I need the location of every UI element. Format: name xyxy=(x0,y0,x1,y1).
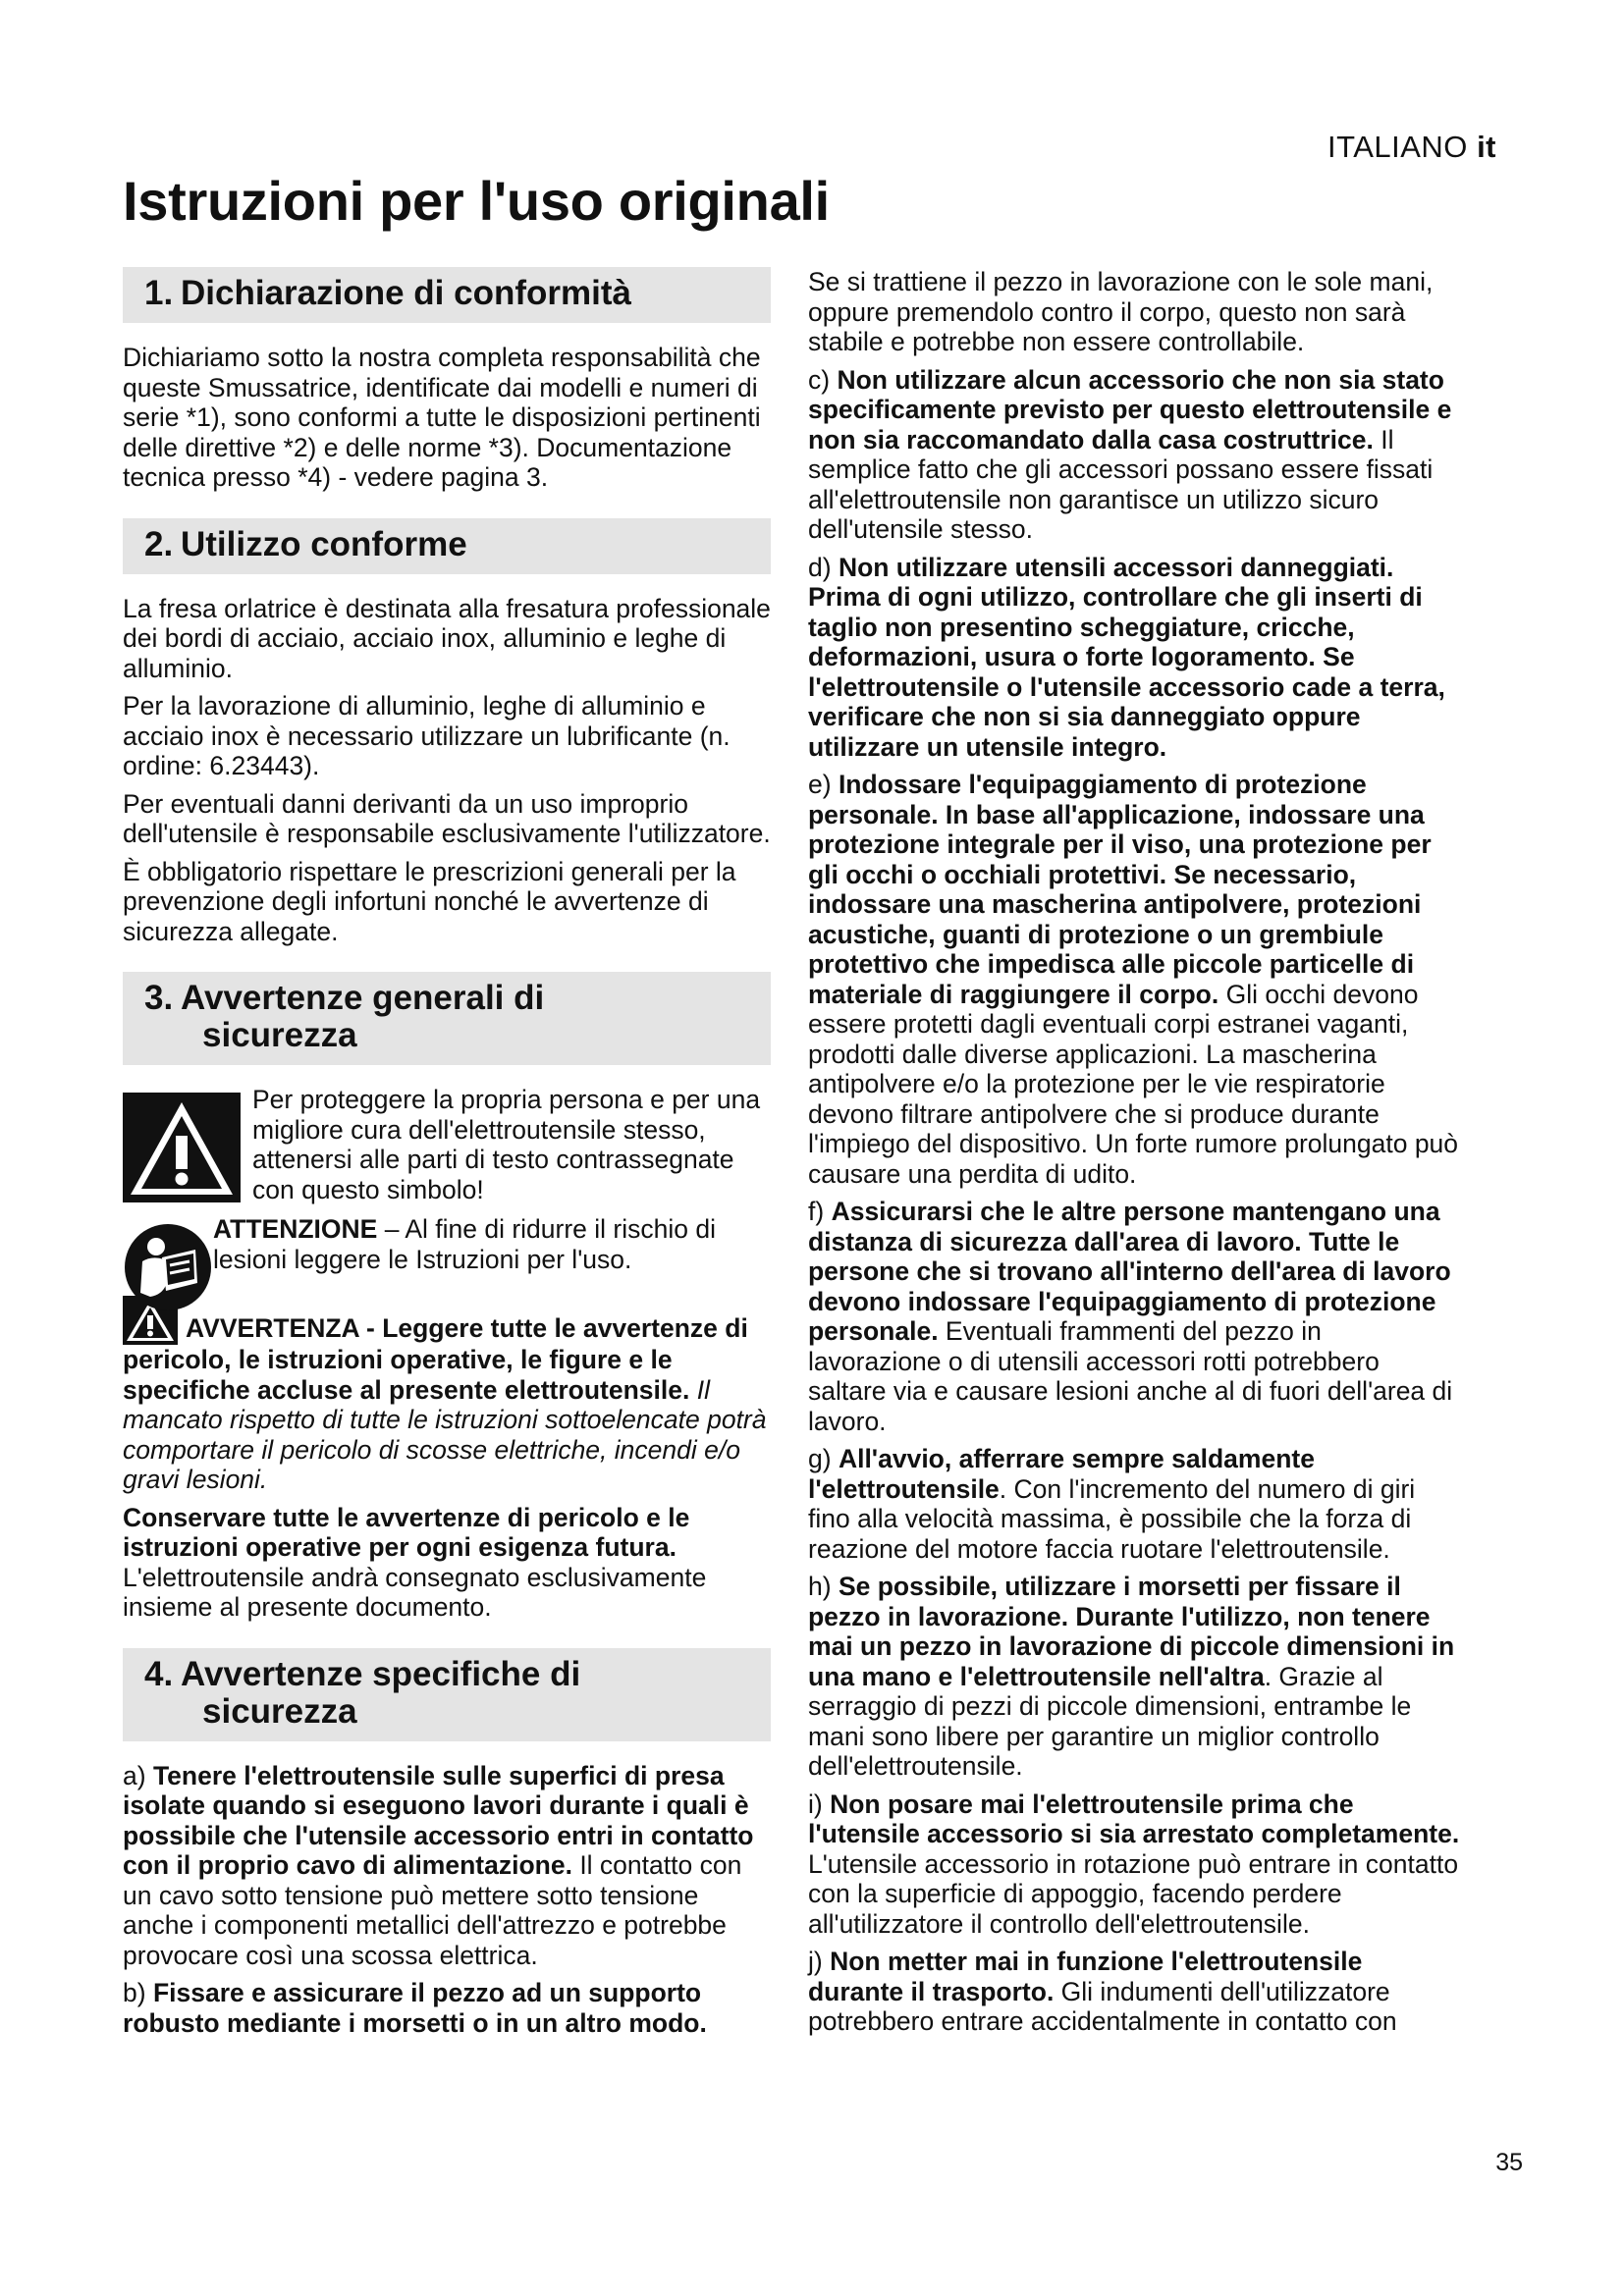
item-text: Il semplice fatto che gli accessori possano essere fissati all'elettroutensile non garantisce un utilizzo sicuro dell'utensile stesso. xyxy=(808,424,1434,544)
symbol-text: Per proteggere la propria persona e per una migliore cura dell'elettroutensile stesso, attenersi alle parti di testo contrassegnate con questo simbolo! xyxy=(252,1085,761,1204)
item-text: Il contatto con un cavo sotto tensione può mettere sotto tensione anche i componenti metallici dell'attrezzo e potrebbe provocare così una scossa elettrica. xyxy=(123,1850,742,1970)
item-bold: Non metter mai in funzione l'elettroutensile durante il trasporto. xyxy=(808,1947,1363,2006)
warning-triangle-icon xyxy=(123,1093,241,1202)
item-bold: Se possibile, utilizzare i morsetti per fissare il pezzo in lavorazione. Durante l'utilizzo, non tenere mai un pezzo in lavorazione di piccole dimensioni in una mano e l'elettroutensile nell'altra xyxy=(808,1572,1455,1691)
language-name: ITALIANO xyxy=(1326,130,1468,164)
section-2-heading xyxy=(123,518,771,574)
s1-paragraph: Dichiariamo sotto la nostra completa responsabilità che queste Smussatrice, identificate dai modelli e numeri di serie *1), sono conformi a tutte le disposizioni pertinenti delle direttive *2) e delle norme *3). Documentazione tecnica presso *4) - vedere pagina 3. xyxy=(123,343,761,492)
section-title-line-2: sicurezza xyxy=(202,1016,357,1054)
warning-bold: AVVERTENZA - Leggere tutte le avvertenze di pericolo, le istruzioni operative, le figure e le specifiche accluse al presente elettroutensile. xyxy=(123,1313,748,1405)
section-number: 3. xyxy=(144,979,174,1017)
attention-body: – Al fine di ridurre il rischio di lesioni leggere le Istruzioni per l'uso. xyxy=(213,1214,716,1274)
item-text: Gli indumenti dell'utilizzatore potrebbero entrare accidentalmente in contatto con xyxy=(808,1976,1397,2036)
item-bold: Tenere l'elettroutensile sulle superfici di presa isolate quando si eseguono lavori durante i quali è possibile che l'utensile accessorio entri in contatto con il proprio cavo di alimentazione. xyxy=(123,1760,754,1880)
read-manual-icon xyxy=(123,1222,213,1312)
attention-label: ATTENZIONE xyxy=(213,1214,378,1244)
item-a xyxy=(123,1761,771,1971)
section-number: 2. xyxy=(144,524,174,563)
item-b xyxy=(123,1978,771,2038)
item-bold: Non posare mai l'elettroutensile prima che l'utensile accessorio si sia arrestato completamente. xyxy=(808,1789,1460,1848)
item-bold: Non utilizzare alcun accessorio che non sia stato specificamente previsto per questo elettroutensile e non sia raccomandato dalla casa costruttrice. xyxy=(808,364,1452,454)
language-code: it xyxy=(1477,130,1496,164)
keep-instructions-paragraph xyxy=(123,1503,771,1623)
item-bold: Non utilizzare utensili accessori danneggiati. Prima di ogni utilizzo, controllare che gli inserti di taglio non presentino scheggiature, cricche, deformazioni, usura o forte logoramento. Se l'elettroutensile o l'utensile accessorio cade a terra, verificare che non si sia danneggiato oppure utilizzare un utensile integro. xyxy=(808,552,1445,762)
section-title: Dichiarazione di conformità xyxy=(181,274,631,312)
item-prefix: d) xyxy=(808,552,839,582)
item-prefix: g) xyxy=(808,1444,839,1473)
item-text: Eventuali frammenti del pezzo in lavorazione o di utensili accessori rotti potrebbero saltare via e causare lesioni anche al di fuori dell'area di lavoro. xyxy=(808,1316,1453,1436)
section-4-heading xyxy=(123,1648,771,1741)
item-d xyxy=(808,553,1461,763)
s2-paragraph-2: Per la lavorazione di alluminio, leghe di alluminio e acciaio inox è necessario utilizzare un lubrificante (n. ordine: 6.23443). xyxy=(123,691,731,780)
s2-paragraph-3: Per eventuali danni derivanti da un uso improprio dell'utensile è responsabile esclusivamente l'utilizzatore. xyxy=(123,788,771,848)
item-i xyxy=(808,1789,1461,1940)
item-prefix: a) xyxy=(123,1760,153,1790)
symbol-explanation xyxy=(123,1085,771,1204)
item-prefix: e) xyxy=(808,770,839,799)
item-bold: Assicurarsi che le altre persone mantengano una distanza di sicurezza dall'area di lavoro. Tutte le persone che si trovano all'interno dell'area di lavoro devono indossare l'equipaggiamento di protezione personale. xyxy=(808,1197,1451,1346)
s2-paragraph-4: È obbligatorio rispettare le prescrizioni generali per la prevenzione degli infortuni nonché le avvertenze di sicurezza allegate. xyxy=(123,856,736,946)
s2-paragraph-1: La fresa orlatrice è destinata alla fresatura professionale dei bordi di acciaio, acciaio inox, alluminio e leghe di alluminio. xyxy=(123,593,771,683)
page-title: Istruzioni per l'uso originali xyxy=(123,170,830,232)
item-f xyxy=(808,1197,1461,1436)
item-bold: Fissare e assicurare il pezzo ad un supporto robusto mediante i morsetti o in un altro modo. xyxy=(123,1978,707,2038)
left-column xyxy=(123,267,771,2046)
section-title-line-1: Avvertenze specifiche di xyxy=(181,1654,581,1693)
item-bold: All'avvio, afferrare sempre saldamente l'elettroutensile xyxy=(808,1444,1315,1504)
item-prefix: h) xyxy=(808,1572,839,1601)
item-g xyxy=(808,1444,1461,1564)
keep-bold: Conservare tutte le avvertenze di pericolo e le istruzioni operative per ogni esigenza futura. xyxy=(123,1502,690,1562)
item-prefix: b) xyxy=(123,1978,153,2007)
item-e xyxy=(808,770,1461,1189)
item-prefix: f) xyxy=(808,1197,832,1226)
language-label xyxy=(1327,130,1496,165)
attention-block xyxy=(123,1214,771,1274)
item-b-continued: Se si trattiene il pezzo in lavorazione con le sole mani, oppure premendolo contro il corpo, questo non sarà stabile e potrebbe non essere controllabile. xyxy=(808,267,1434,356)
section-title-line-1: Avvertenze generali di xyxy=(181,979,545,1017)
item-prefix: j) xyxy=(808,1947,831,1976)
item-text: L'utensile accessorio in rotazione può entrare in contatto con la superficie di appoggio, facendo perdere all'utilizzatore il controllo dell'elettroutensile. xyxy=(808,1848,1459,1939)
section-3-heading xyxy=(123,972,771,1065)
item-c xyxy=(808,365,1461,545)
item-text: Gli occhi devono essere protetti dagli eventuali corpi estranei vaganti, prodotti dalle diverse applicazioni. La mascherina antipolvere e/o la protezione per le vie respiratorie devono filtrare antipolvere che si produce durante l'impiego del dispositivo. Un forte rumore prolungato può causare una perdita di udito. xyxy=(808,979,1459,1189)
section-title: Utilizzo conforme xyxy=(181,524,467,563)
item-prefix: i) xyxy=(808,1789,831,1819)
attention-text xyxy=(123,1214,771,1274)
right-column xyxy=(808,267,1461,2045)
item-bold: Indossare l'equipaggiamento di protezione personale. In base all'applicazione, indossare una protezione integrale per il viso, una protezione per gli occhi o occhiali protettivi. Se necessario, indossare una mascherina antipolvere, protezioni acustiche, guanti di protezione o un grembiule protettivo che impedisca alle piccole particelle di materiale di raggiungere il corpo. xyxy=(808,770,1432,1009)
warning-paragraph xyxy=(123,1296,771,1495)
section-number: 4. xyxy=(144,1654,174,1693)
item-text: . Con l'incremento del numero di giri fino alla velocità massima, è possibile che la forza di reazione del motore faccia ruotare l'elettroutensile. xyxy=(808,1473,1416,1564)
section-1-heading xyxy=(123,267,771,323)
warning-italic: Il mancato rispetto di tutte le istruzioni sottoelencate potrà comportare il pericolo di scosse elettriche, incendi e/o gravi lesioni. xyxy=(123,1374,767,1494)
page-number: 35 xyxy=(1495,2149,1523,2176)
item-prefix: c) xyxy=(808,364,838,395)
section-title-line-2: sicurezza xyxy=(202,1691,357,1731)
item-j xyxy=(808,1947,1461,2037)
item-h xyxy=(808,1572,1461,1782)
item-text: . Grazie al serraggio di pezzi di piccole dimensioni, entrambe le mani sono libere per garantire un miglior controllo dell'elettroutensile. xyxy=(808,1661,1412,1781)
keep-text: L'elettroutensile andrà consegnato esclusivamente insieme al presente documento. xyxy=(123,1562,707,1622)
section-number: 1. xyxy=(144,274,174,312)
